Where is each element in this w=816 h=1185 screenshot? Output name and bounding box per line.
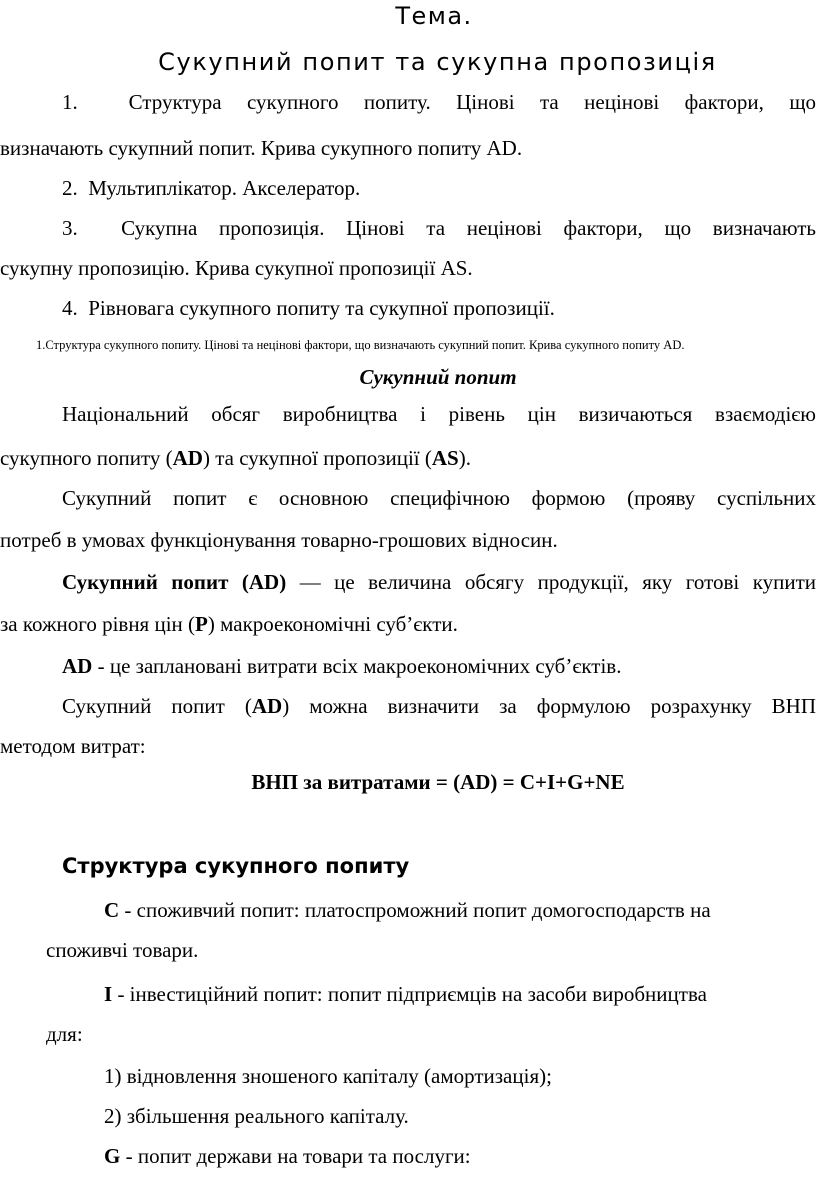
price-term: P <box>195 612 208 636</box>
plan-item-1-line2: визначають сукупний попит. Крива сукупного попиту AD. <box>0 136 523 160</box>
plan-item-2 <box>62 176 360 201</box>
plan-item-1-text: Структура сукупного попиту. Цінові та нецінові фактори, що <box>128 90 816 114</box>
structure-i-item-2: 2) збільшення реального капіталу. <box>104 1104 409 1128</box>
structure-c-line1: C - споживчий попит: платоспроможний попит домогосподарств на <box>104 898 711 922</box>
structure-i-line2: для: <box>46 1022 83 1046</box>
subheading: Сукупний попит <box>359 365 517 389</box>
plan-item-2-number: 2. <box>62 176 78 200</box>
ad-term: AD <box>172 446 203 470</box>
structure-i-line1: I - інвестиційний попит: попит підприємців на засоби виробництва <box>104 982 707 1006</box>
formula: ВНП за витратами = (AD) = C+I+G+NE <box>251 770 625 794</box>
plan-item-3-line1 <box>62 216 816 241</box>
page-title: Сукупний попит та сукупна пропозиція <box>158 48 717 76</box>
paragraph-1-line1: Національний обсяг виробництва і рівень цін визичаються взаємодією <box>62 402 816 426</box>
plan-item-4-number: 4. <box>62 296 78 320</box>
structure-g-line1: G - попит держави на товари та послуги: <box>104 1144 471 1168</box>
plan-item-4-text: Рівновага сукупного попиту та сукупної пропозиції. <box>88 296 555 320</box>
page-title-topic: Тема. <box>395 2 473 30</box>
paragraph-4: AD - це заплановані витрати всіх макроекономічних суб’єктів. <box>62 654 622 678</box>
paragraph-5-line1: Сукупний попит (AD) можна визначити за формулою розрахунку ВНП <box>62 694 816 718</box>
paragraph-3-line1: Сукупний попит (AD) — це величина обсягу продукції, яку готові купити <box>62 570 816 594</box>
definition-term: Сукупний попит (AD) <box>62 570 287 594</box>
plan-item-4 <box>62 296 555 321</box>
plan-item-3-text: Сукупна пропозиція. Цінові та нецінові фактори, що визначають <box>121 216 816 240</box>
g-letter: G <box>104 1144 121 1168</box>
c-letter: C <box>104 898 120 922</box>
structure-c-line2: споживчі товари. <box>46 938 199 962</box>
paragraph-2-line1: Сукупний попит є основною специфічною формою (прояву суспільних <box>62 486 816 510</box>
paragraph-3-line2: за кожного рівня цін (P) макроекономічні суб’єкти. <box>0 612 458 636</box>
plan-item-1-number: 1. <box>62 90 78 114</box>
as-term: AS <box>431 446 459 470</box>
plan-item-1-line1 <box>62 90 816 115</box>
ad-term: AD <box>62 654 93 678</box>
plan-item-3-line2: сукупну пропозицію. Крива сукупної пропозиції AS. <box>0 256 473 280</box>
paragraph-5-line2: методом витрат: <box>0 734 146 758</box>
small-section-heading: 1.Структура сукупного попиту. Цінові та нецінові фактори, що визначають сукупний попит. Крива сукупного попиту AD. <box>36 338 685 352</box>
plan-item-2-text: Мультиплікатор. Акселератор. <box>88 176 361 200</box>
paragraph-1-line2: сукупного попиту (AD) та сукупної пропозиції (AS). <box>0 446 471 470</box>
plan-item-3-number: 3. <box>62 216 78 240</box>
paragraph-2-line2: потреб в умовах функціонування товарно-грошових відносин. <box>0 528 558 552</box>
structure-i-item-1: 1) відновлення зношеного капіталу (амортизація); <box>104 1064 552 1088</box>
i-letter: I <box>104 982 113 1006</box>
section-title: Структура сукупного попиту <box>62 854 410 878</box>
ad-term: AD <box>251 694 283 718</box>
